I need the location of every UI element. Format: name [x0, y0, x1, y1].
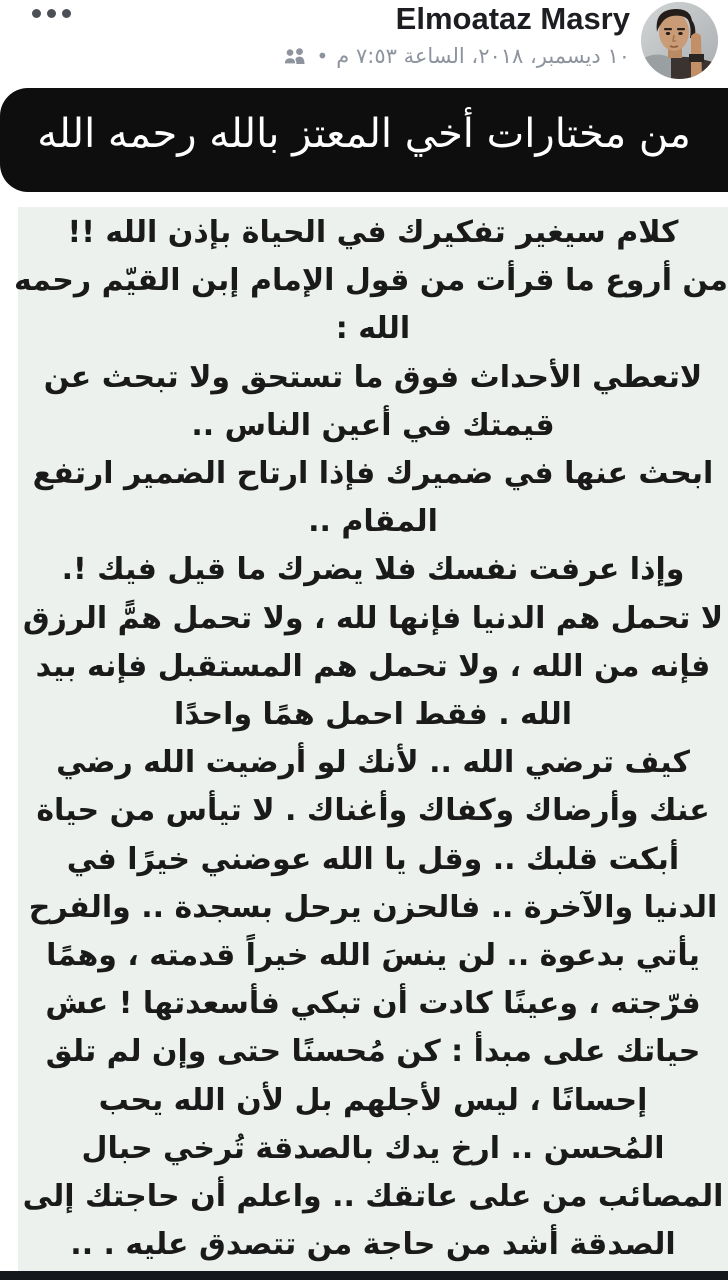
text-line: عنك وأرضاك وكفاك وأغناك . لا تيأس من حياة [36, 793, 710, 829]
text-line: لاتعطي الأحداث فوق ما تستحق ولا تبحث عن [43, 359, 703, 395]
text-line: الله : [335, 311, 411, 347]
text-line: المقام .. [308, 504, 438, 540]
text-line: لا تحمل هم الدنيا فإنها لله ، ولا تحمل همًّ الرزق [22, 600, 724, 636]
post-menu-button[interactable] [32, 9, 71, 18]
post-timestamp[interactable]: ١٠ ديسمبر، ٢٠١٨، الساعة ٧:٥٣ م [336, 44, 630, 68]
text-line: فإنه من الله ، ولا تحمل هم المستقبل فإنه بيد [35, 648, 711, 684]
text-line: أبكت قلبك .. وقل يا الله عوضني خيرًا في [66, 841, 680, 877]
post-text-image[interactable] [14, 207, 728, 1271]
text-line: المصائب من على عاتقك .. واعلم أن حاجتك إلى [22, 1179, 724, 1215]
profile-photo[interactable] [641, 2, 718, 79]
text-line: حياتك على مبدأ : كن مُحسنًا حتى وإن لم تلق [45, 1034, 701, 1070]
author-name[interactable]: Elmoataz Masry [395, 1, 630, 36]
text-line: يأتي بدعوة .. لن ينسَ الله خيراً قدمته ، وهمًا [46, 938, 700, 974]
text-line: إحسانًا ، ليس لأجلهم بل لأن الله يحب [98, 1082, 648, 1118]
friends-icon [282, 47, 308, 65]
dot [32, 9, 41, 18]
dot [47, 9, 56, 18]
text-line: من أروع ما قرأت من قول الإمام إبن القيّم رحمه [14, 263, 728, 299]
caption-banner: من مختارات أخي المعتز بالله رحمه الله [0, 88, 728, 192]
text-line: كلام سيغير تفكيرك في الحياة بإذن الله !! [67, 215, 679, 250]
dot [62, 9, 71, 18]
text-line: ابحث عنها في ضميرك فإذا ارتاح الضمير ارتفع [32, 456, 714, 492]
text-line: قيمتك في أعين الناس .. [191, 407, 555, 443]
meta-separator: • [316, 44, 329, 68]
text-line: الصدقة أشد من حاجة من تتصدق عليه . .. [70, 1227, 676, 1263]
text-line: المُحسن .. ارخ يدك بالصدقة تُرخي حبال [81, 1130, 665, 1166]
post-meta [282, 44, 630, 68]
bottom-bar [0, 1271, 728, 1280]
text-line: فرّجته ، وعينًا كادت أن تبكي فأسعدتها ! عش [45, 986, 701, 1022]
text-line: كيف ترضي الله .. لأنك لو أرضيت الله رضي [56, 745, 690, 781]
text-line: وإذا عرفت نفسك فلا يضرك ما قيل فيك !. [61, 552, 685, 588]
text-line: الله . فقط احمل همًا واحدًا [173, 697, 573, 733]
text-line: الدنيا والآخرة .. فالحزن يرحل بسجدة .. والفرح [28, 889, 718, 925]
